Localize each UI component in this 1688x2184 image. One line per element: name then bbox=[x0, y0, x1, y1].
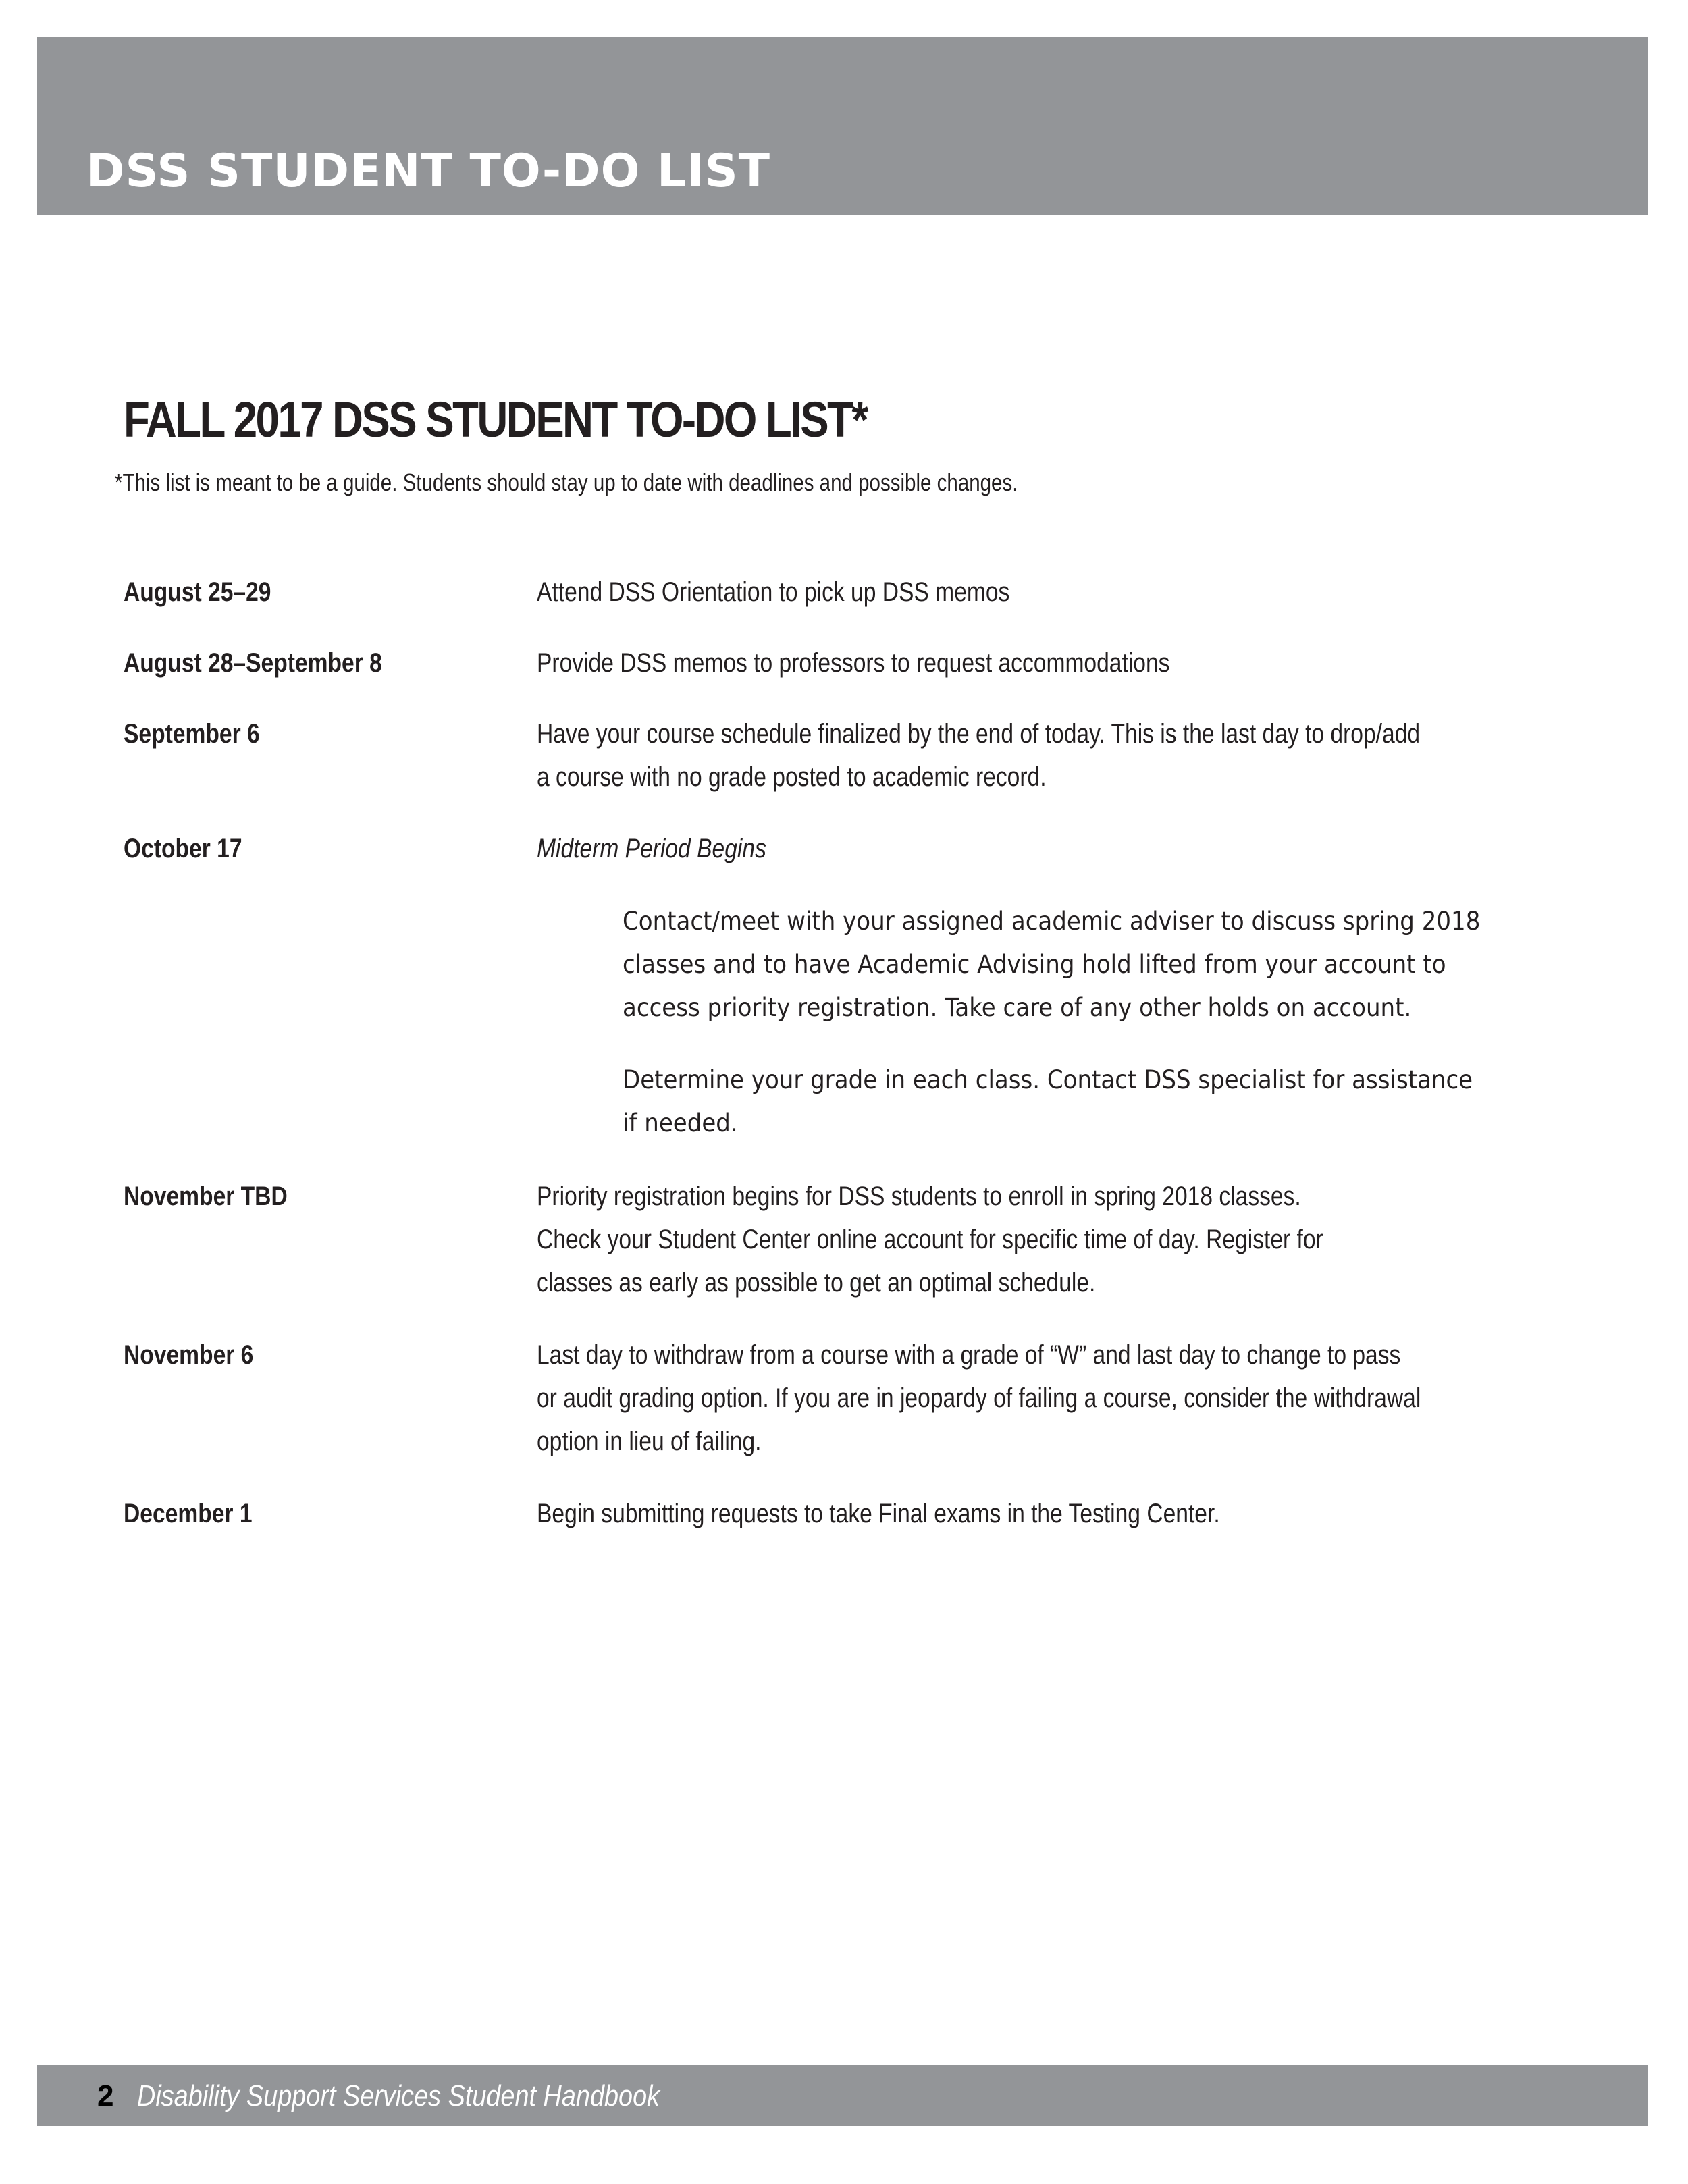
description-line: Begin submitting requests to take Final exams in the Testing Center. bbox=[537, 1499, 1220, 1528]
schedule-date: November 6 bbox=[124, 1340, 254, 1370]
description-line: option in lieu of failing. bbox=[537, 1427, 762, 1456]
sub-item-line: if needed. bbox=[623, 1109, 738, 1138]
schedule-date: October 17 bbox=[124, 834, 242, 863]
sub-item bbox=[623, 1059, 1473, 1145]
description-line: or audit grading option. If you are in jeopardy of failing a course, consider the withdrawal bbox=[537, 1383, 1421, 1413]
description-line: Check your Student Center online account for specific time of day. Register for bbox=[537, 1225, 1323, 1254]
sub-item-line: Determine your grade in each class. Contact DSS specialist for assistance bbox=[623, 1065, 1473, 1094]
schedule-description bbox=[537, 641, 1501, 685]
description-line: Priority registration begins for DSS students to enroll in spring 2018 classes. bbox=[537, 1181, 1301, 1211]
disclaimer: *This list is meant to be a guide. Students should stay up to date with deadlines and possible changes. bbox=[115, 469, 1018, 496]
description-line: Attend DSS Orientation to pick up DSS memos bbox=[537, 577, 1010, 607]
page-number: 2 bbox=[97, 2079, 114, 2112]
schedule-description bbox=[537, 1175, 1501, 1304]
description-line: Midterm Period Begins bbox=[537, 834, 766, 863]
description-line: a course with no grade posted to academic record. bbox=[537, 762, 1047, 792]
schedule-description bbox=[537, 570, 1501, 614]
sub-item-line: Contact/meet with your assigned academic adviser to discuss spring 2018 bbox=[623, 907, 1481, 936]
header-title: DSS STUDENT TO-DO LIST bbox=[86, 144, 771, 198]
schedule-description bbox=[537, 1333, 1501, 1463]
sub-item bbox=[623, 900, 1481, 1030]
page-title: FALL 2017 DSS STUDENT TO-DO LIST* bbox=[124, 392, 867, 448]
schedule-date: August 28–September 8 bbox=[124, 648, 382, 678]
schedule-description bbox=[537, 712, 1501, 799]
description-line: Have your course schedule finalized by the end of today. This is the last day to drop/add bbox=[537, 719, 1421, 749]
sub-item-line: classes and to have Academic Advising hold lifted from your account to bbox=[623, 950, 1446, 979]
description-line: Provide DSS memos to professors to request accommodations bbox=[537, 648, 1170, 678]
schedule-date: August 25–29 bbox=[124, 577, 271, 607]
schedule-date: December 1 bbox=[124, 1499, 253, 1528]
schedule-description bbox=[537, 827, 1501, 870]
schedule-date: November TBD bbox=[124, 1181, 288, 1211]
description-line: classes as early as possible to get an optimal schedule. bbox=[537, 1268, 1096, 1298]
sub-item-line: access priority registration. Take care of any other holds on account. bbox=[623, 993, 1412, 1022]
description-line: Last day to withdraw from a course with a grade of “W” and last day to change to pass bbox=[537, 1340, 1401, 1370]
schedule-date: September 6 bbox=[124, 719, 260, 749]
schedule-description bbox=[537, 1492, 1501, 1535]
footer-title: Disability Support Services Student Handbook bbox=[137, 2079, 660, 2112]
